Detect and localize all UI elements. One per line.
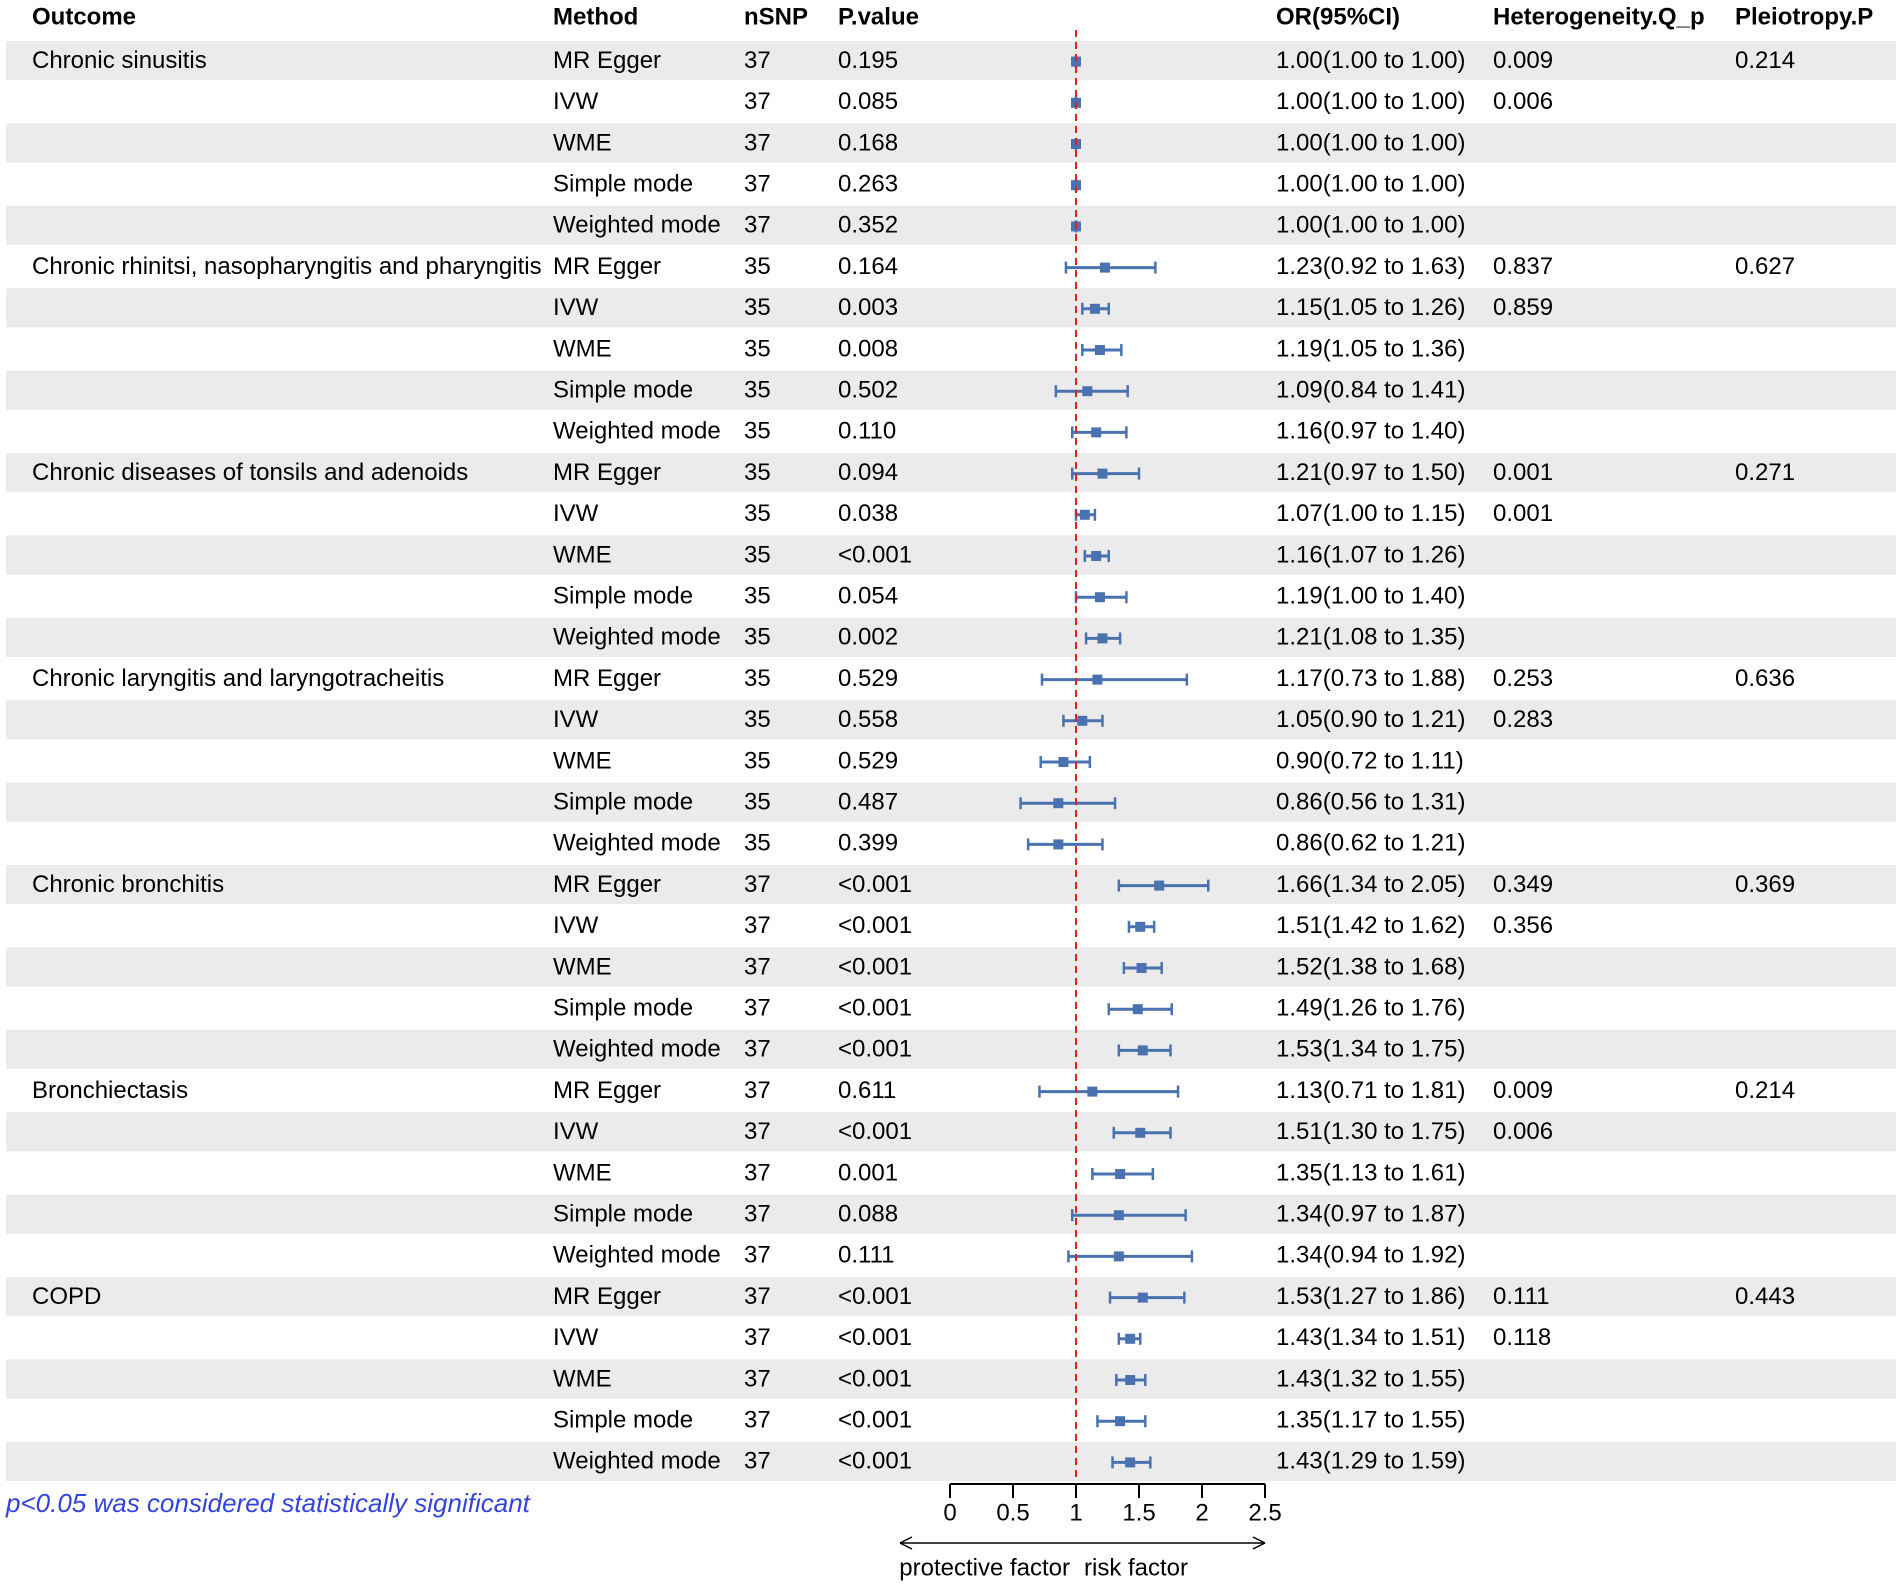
pvalue-value: 0.088 xyxy=(838,1200,899,1228)
heterogeneity-value: 0.006 xyxy=(1493,88,1554,116)
method-label: WME xyxy=(553,953,612,981)
point-estimate xyxy=(1138,1045,1148,1055)
x-tick-label: 0 xyxy=(943,1499,957,1527)
point-estimate xyxy=(1077,716,1087,726)
row-stripe xyxy=(6,123,1896,162)
nsnp-value: 35 xyxy=(744,788,771,816)
ci-mark xyxy=(1097,1415,1145,1427)
ci-mark xyxy=(1041,756,1090,768)
or-ci-value: 1.35(1.13 to 1.61) xyxy=(1276,1159,1466,1187)
pleiotropy-value: 0.214 xyxy=(1735,1076,1796,1104)
method-label: WME xyxy=(553,1159,612,1187)
table-row xyxy=(553,335,1465,362)
risk-factor-label: risk factor xyxy=(1084,1554,1189,1582)
or-ci-value: 1.00(1.00 to 1.00) xyxy=(1276,129,1466,157)
point-estimate xyxy=(1053,839,1063,849)
or-ci-value: 1.16(1.07 to 1.26) xyxy=(1276,541,1466,569)
heterogeneity-value: 0.001 xyxy=(1493,458,1554,486)
table-row xyxy=(553,1159,1465,1186)
heterogeneity-value: 0.859 xyxy=(1493,294,1554,322)
pvalue-value: <0.001 xyxy=(838,541,913,569)
or-ci-value: 1.00(1.00 to 1.00) xyxy=(1276,170,1466,198)
row-stripe xyxy=(6,700,1896,739)
pvalue-value: 0.529 xyxy=(838,747,899,775)
nsnp-value: 37 xyxy=(744,1076,771,1104)
point-estimate xyxy=(1080,510,1090,520)
header-outcome: Outcome xyxy=(32,3,137,31)
pvalue-value: 0.487 xyxy=(838,788,899,816)
nsnp-value: 37 xyxy=(744,1118,771,1146)
ci-mark xyxy=(1082,344,1121,356)
table-row xyxy=(553,995,1465,1022)
or-ci-value: 1.49(1.26 to 1.76) xyxy=(1276,994,1466,1022)
point-estimate xyxy=(1154,881,1164,891)
method-label: Weighted mode xyxy=(553,1241,721,1269)
pleiotropy-value: 0.369 xyxy=(1735,870,1796,898)
or-ci-value: 1.00(1.00 to 1.00) xyxy=(1276,88,1466,116)
nsnp-value: 35 xyxy=(744,500,771,528)
nsnp-value: 37 xyxy=(744,46,771,74)
row-stripe xyxy=(6,1112,1896,1151)
outcome-label: Bronchiectasis xyxy=(32,1076,189,1104)
outcome-label: Chronic rhinitsi, nasopharyngitis and pharyngitis xyxy=(32,252,542,280)
method-label: Simple mode xyxy=(553,376,694,404)
method-label: WME xyxy=(553,541,612,569)
pvalue-value: 0.094 xyxy=(838,458,899,486)
point-estimate xyxy=(1053,798,1063,808)
point-estimate xyxy=(1097,469,1107,479)
point-estimate xyxy=(1092,675,1102,685)
row-stripe xyxy=(6,1359,1896,1398)
x-tick-label: 0.5 xyxy=(996,1499,1030,1527)
header-pvalue: P.value xyxy=(838,3,919,31)
nsnp-value: 35 xyxy=(744,747,771,775)
pvalue-value: <0.001 xyxy=(838,1447,913,1475)
or-ci-value: 1.15(1.05 to 1.26) xyxy=(1276,294,1466,322)
pleiotropy-value: 0.214 xyxy=(1735,46,1796,74)
or-ci-value: 1.43(1.32 to 1.55) xyxy=(1276,1365,1466,1393)
method-label: Weighted mode xyxy=(553,623,721,651)
ci-mark xyxy=(1068,1250,1191,1262)
pvalue-value: 0.110 xyxy=(838,417,897,445)
point-estimate xyxy=(1095,592,1105,602)
heterogeneity-value: 0.356 xyxy=(1493,912,1554,940)
pvalue-value: 0.529 xyxy=(838,664,899,692)
or-ci-value: 1.19(1.05 to 1.36) xyxy=(1276,335,1466,363)
nsnp-value: 37 xyxy=(744,1282,771,1310)
pleiotropy-value: 0.271 xyxy=(1735,458,1796,486)
or-ci-value: 1.52(1.38 to 1.68) xyxy=(1276,953,1466,981)
nsnp-value: 35 xyxy=(744,664,771,692)
heterogeneity-value: 0.009 xyxy=(1493,1076,1554,1104)
table-row xyxy=(553,912,1553,939)
row-stripe xyxy=(6,1277,1896,1316)
pvalue-value: <0.001 xyxy=(838,953,913,981)
point-estimate xyxy=(1125,1375,1135,1385)
point-estimate xyxy=(1133,1004,1143,1014)
nsnp-value: 35 xyxy=(744,376,771,404)
method-label: MR Egger xyxy=(553,458,662,486)
pvalue-value: 0.352 xyxy=(838,211,899,239)
method-label: WME xyxy=(553,1365,612,1393)
point-estimate xyxy=(1100,263,1110,273)
method-label: IVW xyxy=(553,294,599,322)
significance-footnote: p<0.05 was considered statistically significant xyxy=(6,1488,530,1518)
table-row xyxy=(553,1407,1465,1434)
method-label: WME xyxy=(553,129,612,157)
point-estimate xyxy=(1125,1334,1135,1344)
row-stripe xyxy=(6,1195,1896,1234)
row-stripe xyxy=(6,783,1896,822)
pvalue-value: 0.038 xyxy=(838,500,899,528)
row-stripe xyxy=(6,41,1896,80)
table-row xyxy=(553,583,1465,610)
nsnp-value: 35 xyxy=(744,623,771,651)
table-row xyxy=(32,665,1795,692)
or-ci-value: 1.34(0.97 to 1.87) xyxy=(1276,1200,1466,1228)
pvalue-value: 0.001 xyxy=(838,1159,899,1187)
nsnp-value: 37 xyxy=(744,1035,771,1063)
pvalue-value: 0.611 xyxy=(838,1076,897,1104)
outcome-label: COPD xyxy=(32,1282,102,1310)
pvalue-value: <0.001 xyxy=(838,1406,913,1434)
row-stripe xyxy=(6,288,1896,327)
point-estimate xyxy=(1114,1210,1124,1220)
nsnp-value: 35 xyxy=(744,706,771,734)
nsnp-value: 37 xyxy=(744,912,771,940)
heterogeneity-value: 0.118 xyxy=(1493,1324,1552,1352)
or-ci-value: 1.00(1.00 to 1.00) xyxy=(1276,211,1466,239)
method-label: Weighted mode xyxy=(553,417,721,445)
table-row xyxy=(553,500,1553,527)
pvalue-value: 0.195 xyxy=(838,46,899,74)
point-estimate xyxy=(1091,427,1101,437)
pvalue-value: 0.164 xyxy=(838,252,899,280)
nsnp-value: 35 xyxy=(744,458,771,486)
table-row xyxy=(32,1077,1795,1104)
nsnp-value: 37 xyxy=(744,129,771,157)
method-label: Weighted mode xyxy=(553,1035,721,1063)
pvalue-value: 0.502 xyxy=(838,376,899,404)
row-stripe xyxy=(6,206,1896,245)
nsnp-value: 37 xyxy=(744,1365,771,1393)
pvalue-value: 0.168 xyxy=(838,129,899,157)
point-estimate xyxy=(1137,963,1147,973)
or-ci-value: 1.17(0.73 to 1.88) xyxy=(1276,664,1466,692)
or-ci-value: 1.23(0.92 to 1.63) xyxy=(1276,252,1466,280)
point-estimate xyxy=(1115,1416,1125,1426)
nsnp-value: 37 xyxy=(744,1200,771,1228)
nsnp-value: 37 xyxy=(744,1159,771,1187)
method-label: MR Egger xyxy=(553,664,662,692)
pleiotropy-value: 0.627 xyxy=(1735,252,1796,280)
ci-mark xyxy=(1119,1333,1140,1345)
nsnp-value: 35 xyxy=(744,541,771,569)
pvalue-value: <0.001 xyxy=(838,1282,913,1310)
x-tick-label: 2 xyxy=(1195,1499,1209,1527)
point-estimate xyxy=(1090,304,1100,314)
row-stripe xyxy=(6,947,1896,986)
method-label: Simple mode xyxy=(553,170,694,198)
pvalue-value: 0.054 xyxy=(838,582,899,610)
method-label: Weighted mode xyxy=(553,829,721,857)
table-row xyxy=(553,830,1465,857)
or-ci-value: 1.51(1.42 to 1.62) xyxy=(1276,912,1466,940)
pvalue-value: 0.558 xyxy=(838,706,899,734)
row-stripe xyxy=(6,371,1896,410)
table-row xyxy=(553,171,1465,198)
or-ci-value: 1.19(1.00 to 1.40) xyxy=(1276,582,1466,610)
or-ci-value: 1.00(1.00 to 1.00) xyxy=(1276,46,1466,74)
point-estimate xyxy=(1058,757,1068,767)
nsnp-value: 37 xyxy=(744,1447,771,1475)
outcome-label: Chronic laryngitis and laryngotracheitis xyxy=(32,664,445,692)
or-ci-value: 1.09(0.84 to 1.41) xyxy=(1276,376,1466,404)
heterogeneity-value: 0.837 xyxy=(1493,252,1554,280)
row-stripe xyxy=(6,1442,1896,1481)
method-label: Simple mode xyxy=(553,1200,694,1228)
heterogeneity-value: 0.349 xyxy=(1493,870,1554,898)
pvalue-value: 0.002 xyxy=(838,623,899,651)
header-or-ci: OR(95%CI) xyxy=(1276,3,1401,31)
method-label: Simple mode xyxy=(553,1406,694,1434)
or-ci-value: 1.43(1.29 to 1.59) xyxy=(1276,1447,1466,1475)
ci-mark xyxy=(1028,838,1102,850)
heterogeneity-value: 0.111 xyxy=(1493,1282,1550,1310)
point-estimate xyxy=(1091,551,1101,561)
method-label: MR Egger xyxy=(553,46,662,74)
point-estimate xyxy=(1097,633,1107,643)
table-row xyxy=(553,1324,1551,1351)
nsnp-value: 37 xyxy=(744,1324,771,1352)
ci-mark xyxy=(1092,1168,1152,1180)
nsnp-value: 35 xyxy=(744,252,771,280)
pleiotropy-value: 0.636 xyxy=(1735,664,1796,692)
point-estimate xyxy=(1115,1169,1125,1179)
nsnp-value: 37 xyxy=(744,1241,771,1269)
point-estimate xyxy=(1095,345,1105,355)
table-row xyxy=(553,88,1553,115)
or-ci-value: 1.21(0.97 to 1.50) xyxy=(1276,458,1466,486)
table-row xyxy=(553,1242,1465,1269)
nsnp-value: 35 xyxy=(744,335,771,363)
or-ci-value: 0.90(0.72 to 1.11) xyxy=(1276,747,1464,775)
method-label: Weighted mode xyxy=(553,1447,721,1475)
heterogeneity-value: 0.001 xyxy=(1493,500,1554,528)
pvalue-value: <0.001 xyxy=(838,1035,913,1063)
or-ci-value: 1.21(1.08 to 1.35) xyxy=(1276,623,1466,651)
point-estimate xyxy=(1114,1251,1124,1261)
header-heterogeneity: Heterogeneity.Q_p xyxy=(1493,3,1705,31)
header-nsnp: nSNP xyxy=(744,3,809,31)
table-row xyxy=(553,747,1464,774)
method-label: MR Egger xyxy=(553,1076,662,1104)
x-tick-label: 1 xyxy=(1069,1499,1083,1527)
heterogeneity-value: 0.253 xyxy=(1493,664,1554,692)
row-stripe xyxy=(6,535,1896,574)
point-estimate xyxy=(1087,1087,1097,1097)
or-ci-value: 0.86(0.56 to 1.31) xyxy=(1276,788,1466,816)
or-ci-value: 1.16(0.97 to 1.40) xyxy=(1276,417,1466,445)
method-label: IVW xyxy=(553,912,599,940)
method-label: IVW xyxy=(553,500,599,528)
point-estimate xyxy=(1125,1457,1135,1467)
method-label: Simple mode xyxy=(553,994,694,1022)
point-estimate xyxy=(1135,1128,1145,1138)
or-ci-value: 1.53(1.34 to 1.75) xyxy=(1276,1035,1466,1063)
heterogeneity-value: 0.283 xyxy=(1493,706,1554,734)
nsnp-value: 37 xyxy=(744,1406,771,1434)
or-ci-value: 1.13(0.71 to 1.81) xyxy=(1276,1076,1466,1104)
pvalue-value: <0.001 xyxy=(838,1365,913,1393)
ci-mark xyxy=(1076,509,1095,521)
nsnp-value: 35 xyxy=(744,294,771,322)
or-ci-value: 1.35(1.17 to 1.55) xyxy=(1276,1406,1466,1434)
or-ci-value: 1.07(1.00 to 1.15) xyxy=(1276,500,1466,528)
method-label: MR Egger xyxy=(553,1282,662,1310)
nsnp-value: 37 xyxy=(744,88,771,116)
method-label: WME xyxy=(553,747,612,775)
point-estimate xyxy=(1082,386,1092,396)
nsnp-value: 35 xyxy=(744,582,771,610)
ci-mark xyxy=(1076,591,1126,603)
nsnp-value: 37 xyxy=(744,994,771,1022)
pvalue-value: <0.001 xyxy=(838,870,913,898)
pvalue-value: 0.263 xyxy=(838,170,899,198)
pvalue-value: 0.008 xyxy=(838,335,899,363)
table-row xyxy=(32,253,1795,280)
ci-mark xyxy=(1072,426,1126,438)
pvalue-value: 0.003 xyxy=(838,294,899,322)
method-label: WME xyxy=(553,335,612,363)
or-ci-value: 1.05(0.90 to 1.21) xyxy=(1276,706,1466,734)
table-row xyxy=(553,418,1465,445)
or-ci-value: 0.86(0.62 to 1.21) xyxy=(1276,829,1466,857)
pvalue-value: 0.399 xyxy=(838,829,899,857)
pvalue-value: <0.001 xyxy=(838,1118,913,1146)
nsnp-value: 37 xyxy=(744,953,771,981)
pvalue-value: <0.001 xyxy=(838,1324,913,1352)
or-ci-value: 1.34(0.94 to 1.92) xyxy=(1276,1241,1466,1269)
method-label: Weighted mode xyxy=(553,211,721,239)
point-estimate xyxy=(1135,922,1145,932)
ci-mark xyxy=(1129,921,1154,933)
method-label: MR Egger xyxy=(553,870,662,898)
header-method: Method xyxy=(553,3,639,31)
ci-mark xyxy=(1109,1003,1172,1015)
outcome-label: Chronic bronchitis xyxy=(32,870,225,898)
point-estimate xyxy=(1138,1293,1148,1303)
nsnp-value: 37 xyxy=(744,170,771,198)
x-tick-label: 2.5 xyxy=(1248,1499,1282,1527)
method-label: IVW xyxy=(553,1118,599,1146)
heterogeneity-value: 0.006 xyxy=(1493,1118,1554,1146)
method-label: IVW xyxy=(553,1324,599,1352)
ci-mark xyxy=(1066,262,1155,274)
row-stripe xyxy=(6,865,1896,904)
ci-mark xyxy=(1039,1086,1178,1098)
nsnp-value: 35 xyxy=(744,829,771,857)
pvalue-value: 0.085 xyxy=(838,88,899,116)
pleiotropy-value: 0.443 xyxy=(1735,1282,1796,1310)
or-ci-value: 1.51(1.30 to 1.75) xyxy=(1276,1118,1466,1146)
ci-mark xyxy=(1042,674,1187,686)
heterogeneity-value: 0.009 xyxy=(1493,46,1554,74)
protective-factor-label: protective factor xyxy=(899,1554,1070,1582)
method-label: Simple mode xyxy=(553,788,694,816)
or-ci-value: 1.66(1.34 to 2.05) xyxy=(1276,870,1466,898)
pvalue-value: <0.001 xyxy=(838,994,913,1022)
outcome-label: Chronic diseases of tonsils and adenoids xyxy=(32,458,469,486)
outcome-label: Chronic sinusitis xyxy=(32,46,207,74)
method-label: IVW xyxy=(553,88,599,116)
row-stripe xyxy=(6,1030,1896,1069)
nsnp-value: 37 xyxy=(744,211,771,239)
nsnp-value: 35 xyxy=(744,417,771,445)
or-ci-value: 1.53(1.27 to 1.86) xyxy=(1276,1282,1466,1310)
method-label: Simple mode xyxy=(553,582,694,610)
method-label: MR Egger xyxy=(553,252,662,280)
pvalue-value: <0.001 xyxy=(838,912,913,940)
method-label: IVW xyxy=(553,706,599,734)
nsnp-value: 37 xyxy=(744,870,771,898)
header-pleiotropy: Pleiotropy.P xyxy=(1735,3,1874,31)
x-tick-label: 1.5 xyxy=(1122,1499,1156,1527)
or-ci-value: 1.43(1.34 to 1.51) xyxy=(1276,1324,1466,1352)
pvalue-value: 0.111 xyxy=(838,1241,895,1269)
row-stripe xyxy=(6,618,1896,657)
